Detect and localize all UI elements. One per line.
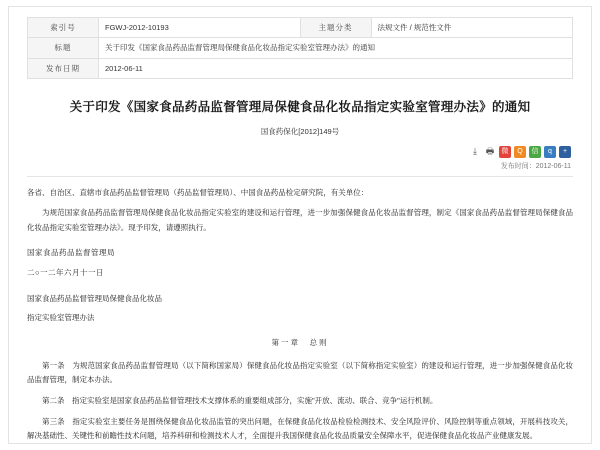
meta-label-title: 标题 — [28, 38, 99, 58]
toolbar-icon-group — [469, 146, 571, 158]
publish-time: 发布时间：2012-06-11 — [500, 162, 571, 170]
share-toolbar — [27, 145, 573, 159]
share-weibo-icon[interactable]: 微 — [499, 146, 511, 158]
article-item: 第二条 指定实验室是国家食品药品监督管理技术支撑体系的重要组成部分，实施"开放、流动、联合、竞争"运行机制。 — [42, 396, 438, 405]
signature-date: 二○一二年六月十一日 — [27, 267, 105, 277]
article-item: 第三条 指定实验室主要任务是围绕保健食品化妆品监管的突出问题，在保健食品化妆品检验检测技术、安全风险评价、风险控制等重点领域，开展科技攻关，解决基础性、关键性和前瞻性技术问题，培养科研和检测技术人才，全面提升我国保健食品化妆品质量安全保障水平，促进保健食品化妆品产业健康发展。 — [27, 416, 573, 441]
share-qzone-icon[interactable]: Q — [514, 146, 526, 158]
signature-org: 国家食品药品监督管理局 — [27, 247, 115, 257]
meta-label-index: 索引号 — [28, 18, 99, 38]
regulation-heading — [27, 292, 573, 324]
download-icon[interactable]: ⤓ — [473, 146, 477, 157]
regulation-heading-line2: 指定实验室管理办法 — [27, 312, 95, 322]
articles-list — [27, 359, 573, 444]
table-row — [28, 18, 573, 38]
table-row — [28, 38, 573, 58]
meta-value-publish-date: 2012-06-11 — [99, 58, 573, 78]
meta-label-publish-date: 发布日期 — [28, 58, 99, 78]
chapter-heading: 第一章 总则 — [271, 338, 329, 348]
body-paragraph: 为规范国家食品药品监督管理局保健食品化妆品指定实验室的建设和运行管理，进一步加强保健食品化妆品监督管理，制定《国家食品药品监督管理局保健食品化妆品指定实验室管理办法》。现予印发，请遵照执行。 — [27, 208, 573, 232]
divider — [27, 176, 573, 177]
document-frame — [8, 6, 592, 444]
share-more-icon[interactable]: + — [559, 146, 571, 158]
salutation: 各省、自治区、直辖市食品药品监督管理局（药品监督管理局）、中国食品药品检定研究院，有关单位： — [27, 187, 369, 197]
metadata-table — [27, 17, 573, 79]
document-body — [27, 186, 573, 444]
meta-value-index: FGWJ-2012-10193 — [99, 18, 301, 38]
table-row — [28, 58, 573, 78]
print-icon[interactable]: 🖶 — [485, 146, 495, 157]
meta-label-category: 主题分类 — [300, 18, 371, 38]
page-title: 关于印发《国家食品药品监督管理局保健食品化妆品指定实验室管理办法》的通知 — [69, 99, 531, 114]
share-wechat-icon[interactable]: 信 — [529, 146, 541, 158]
regulation-heading-line1: 国家食品药品监督管理局保健食品化妆品 — [27, 294, 162, 304]
signature-block — [27, 246, 573, 281]
article-item: 第一条 为规范国家食品药品监督管理局（以下简称国家局）保健食品化妆品指定实验室（以下简称指定实验室）的建设和运行管理，进一步加强保健食品化妆品监督管理，制定本办法。 — [27, 360, 573, 385]
meta-value-category: 法规文件 / 规范性文件 — [371, 18, 573, 38]
document-number: 国食药保化[2012]149号 — [260, 126, 340, 136]
meta-value-title: 关于印发《国家食品药品监督管理局保健食品化妆品指定实验室管理办法》的通知 — [99, 38, 573, 58]
share-qq-icon[interactable]: q — [544, 146, 556, 158]
